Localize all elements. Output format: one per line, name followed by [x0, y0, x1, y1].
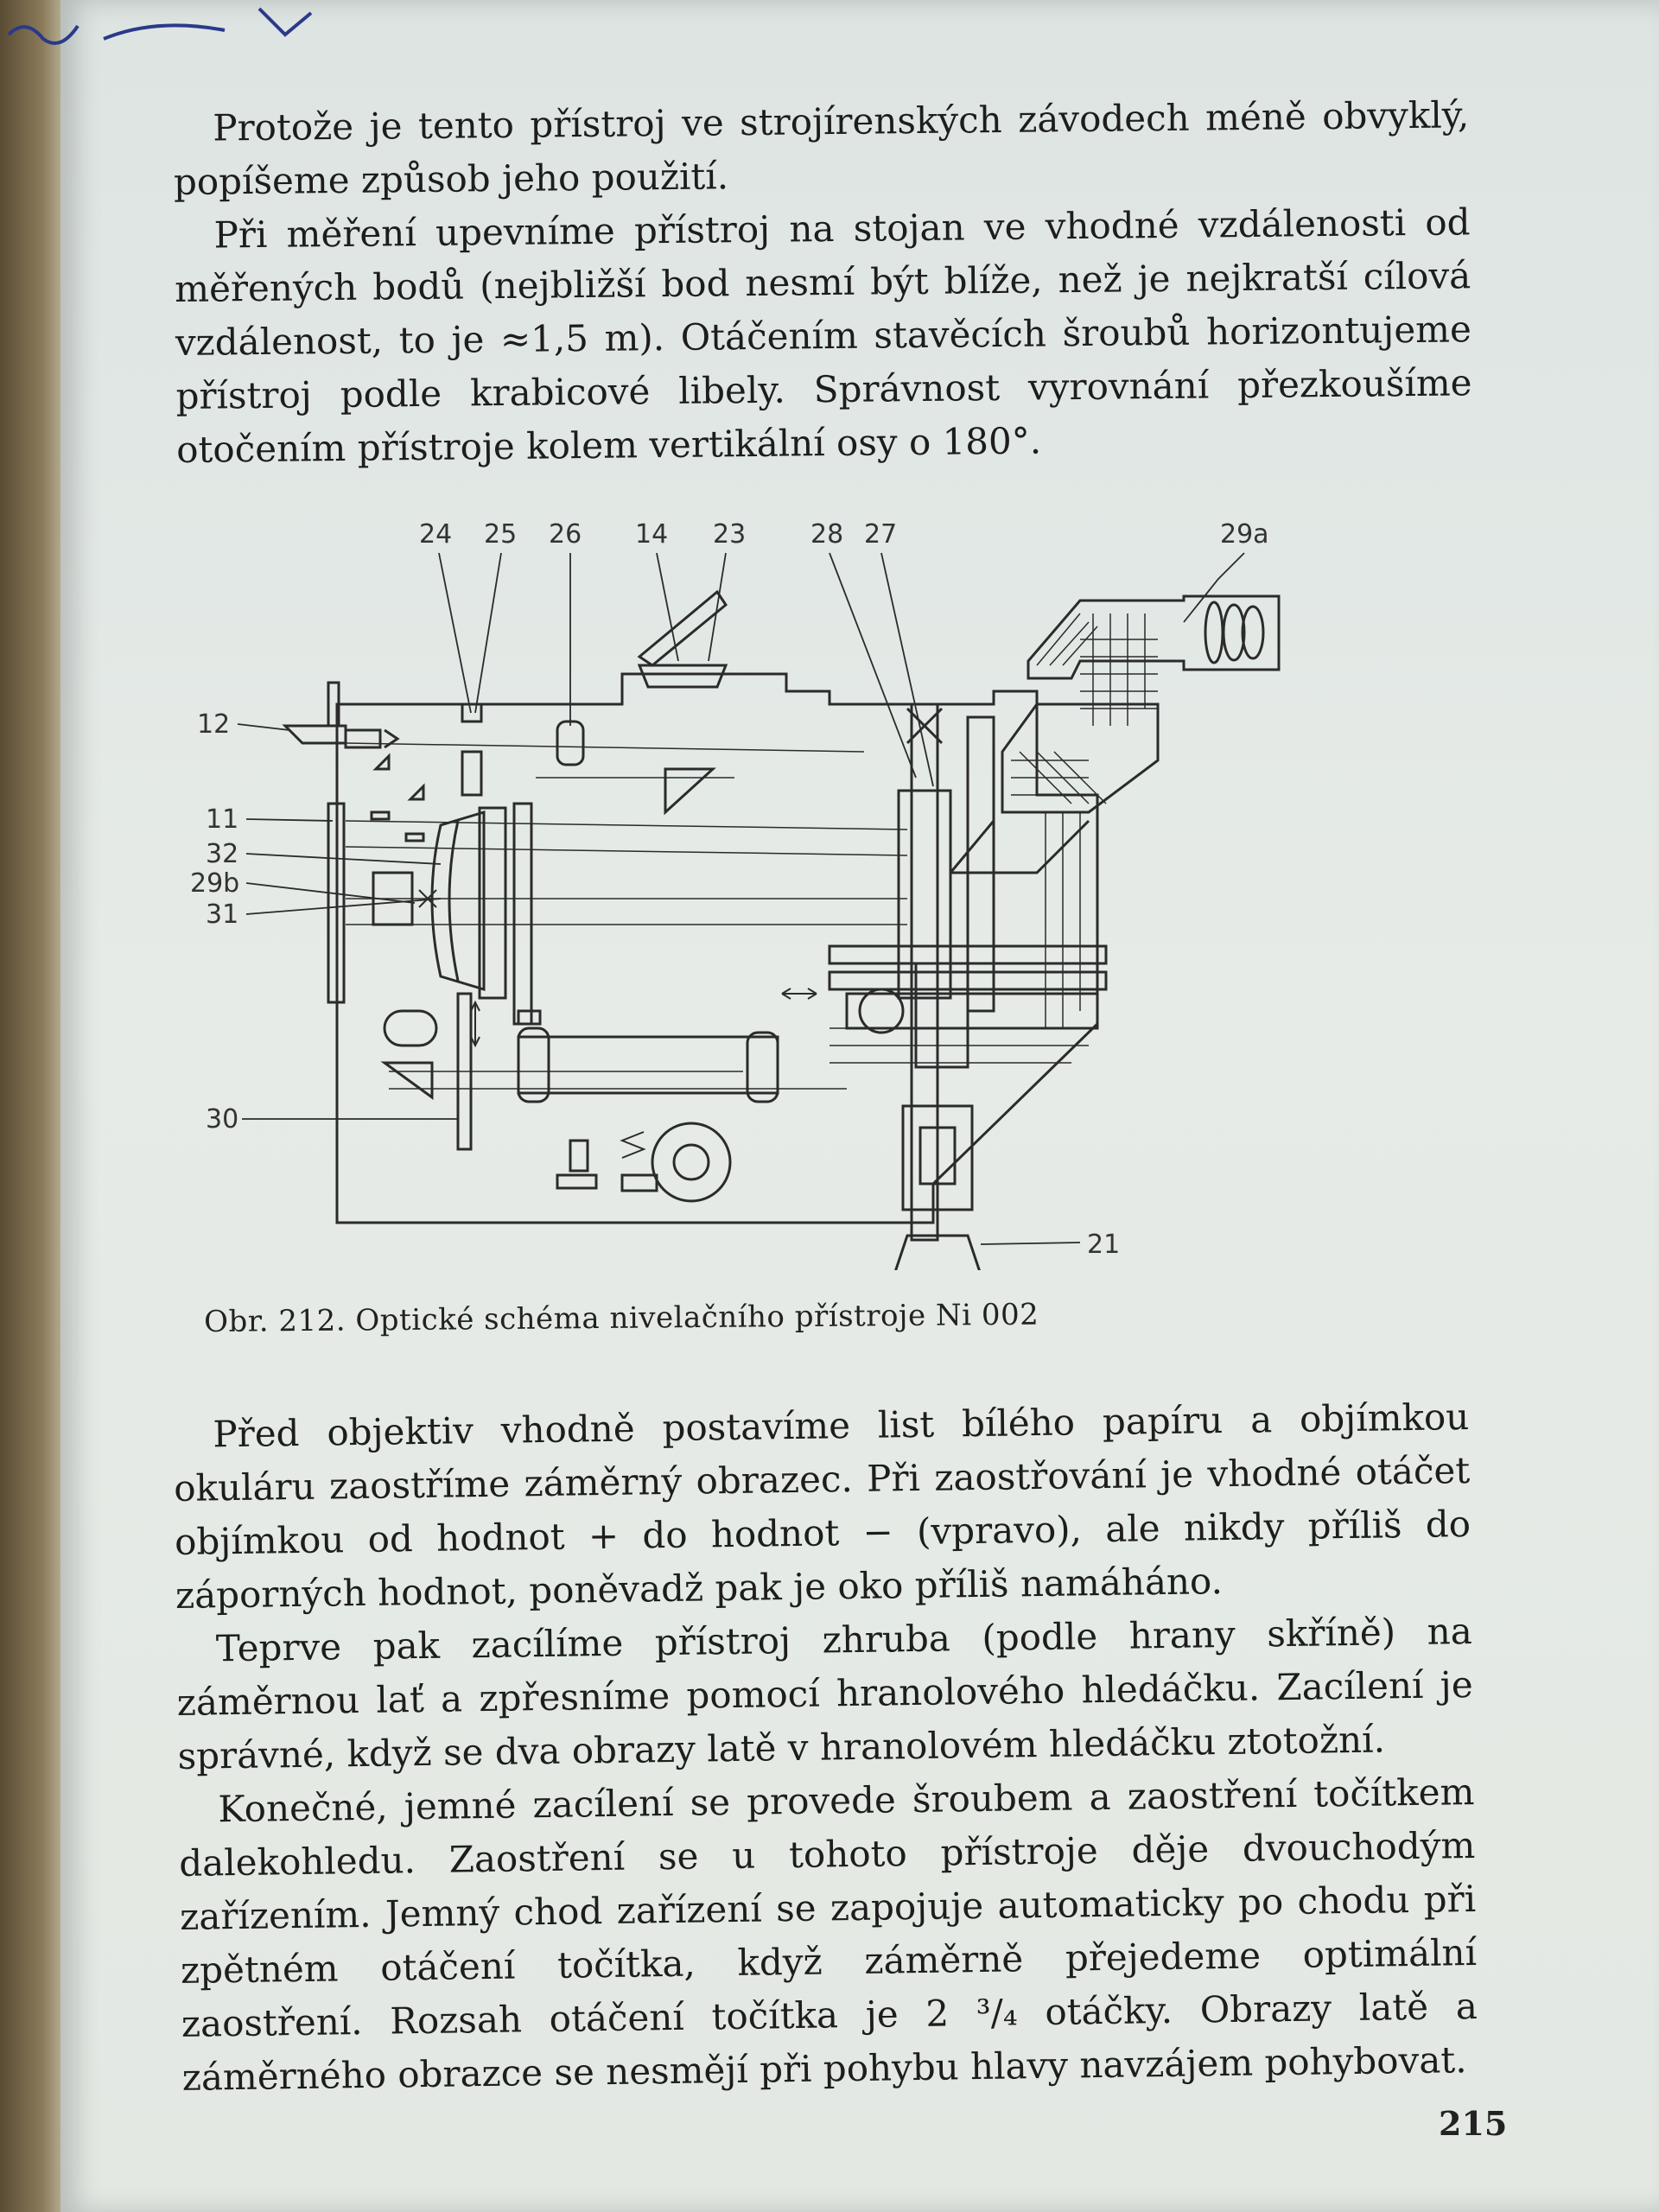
label-28: 28 [810, 519, 844, 550]
paragraph-3: Před objektiv vhodně postavíme list bílého papíru a objímkou okuláru zaostříme záměrný obrazec. Při zaostřování je vhodné otáčet objímkou od hodnot + do hodnot − (vpravo), ale nikdy příliš do záporných hodnot, poněvadž pak je oko příliš namáháno. [173, 1395, 1471, 1617]
focus-knob-bottom [652, 1123, 730, 1201]
label-21: 21 [1087, 1230, 1121, 1260]
label-23: 23 [713, 519, 747, 550]
prism-lower-right [950, 821, 1089, 873]
paragraph-2: Při měření upevníme přístroj na stojan ve vhodné vzdálenosti od měřených bodů (nejbližší bod nesmí být blíže, než je nejkratší cílová vzdálenost, to je ≈1,5 m). Otáčením stavěcích šroubů horizontujeme přístroj podle krabicové libely. Správnost vyrovnání přezkoušíme otočením přístroje kolem vertikální osy o 180°. [175, 200, 1472, 471]
figure-caption: Obr. 212. Optické schéma nivelačního přístroje Ni 002 [204, 1297, 1039, 1339]
label-12: 12 [197, 709, 231, 740]
label-31: 31 [206, 899, 239, 930]
focus-wheel-right [860, 989, 903, 1033]
small-prism-2 [410, 786, 423, 799]
bottom-text-block [173, 1390, 1478, 2105]
lens-26 [557, 721, 583, 765]
label-29b: 29b [190, 868, 240, 899]
book-spine [0, 0, 60, 2212]
eyepiece-housing [1028, 596, 1279, 678]
paragraph-4: Teprve pak zacílíme přístroj zhruba (podle hrany skříně) na záměrnou lať a zpřesníme pomocí hranolového hledáčku. Zacílení je správné, když se dva obrazy latě v hranolovém hledáčku ztotožní. [176, 1610, 1473, 1777]
prism-14 [639, 592, 726, 665]
page-number: 215 [1439, 2104, 1508, 2143]
top-text-block [173, 88, 1472, 477]
part-25 [462, 704, 481, 721]
label-32: 32 [206, 839, 239, 869]
small-prism-1 [376, 756, 389, 769]
pen-scribble [0, 0, 363, 60]
eyepiece-lens-2 [1224, 605, 1244, 660]
label-25: 25 [484, 519, 518, 550]
lens-23 [639, 665, 726, 687]
label-24: 24 [419, 519, 453, 550]
paragraph-1: Protože je tento přístroj ve strojírenských závodech méně obvyklý, popíšeme způsob jeho použití. [173, 93, 1470, 203]
label-14: 14 [635, 519, 669, 550]
label-29a: 29a [1220, 519, 1269, 550]
optical-schema-diagram [173, 493, 1400, 1270]
label-26: 26 [549, 519, 582, 550]
paragraph-5: Konečné, jemné zacílení se provede šroubem a zaostření točítkem dalekohledu. Zaostření se u tohoto přístroje děje dvouchodým zařízením. Jemný chod zařízení se zapojuje automaticky po chodu při zpětném otáčení točítka, když záměrně přejedeme optimální zaostření. Rozsah otáčení točítka je 2 ³/₄ otáčky. Obrazy latě a záměrného obrazce se nesmějí při pohybu hlavy navzájem pohybovat. [179, 1770, 1478, 2099]
eyepiece-lens-1 [1205, 602, 1223, 663]
main-lens-32 [432, 812, 484, 989]
eyepiece-lens-3 [1243, 607, 1263, 658]
telescope-30 [518, 1037, 778, 1093]
label-27: 27 [864, 519, 898, 550]
housing-outline [337, 674, 1097, 1223]
prism-mid [665, 769, 713, 812]
label-30: 30 [206, 1104, 239, 1135]
label-11: 11 [206, 804, 239, 835]
